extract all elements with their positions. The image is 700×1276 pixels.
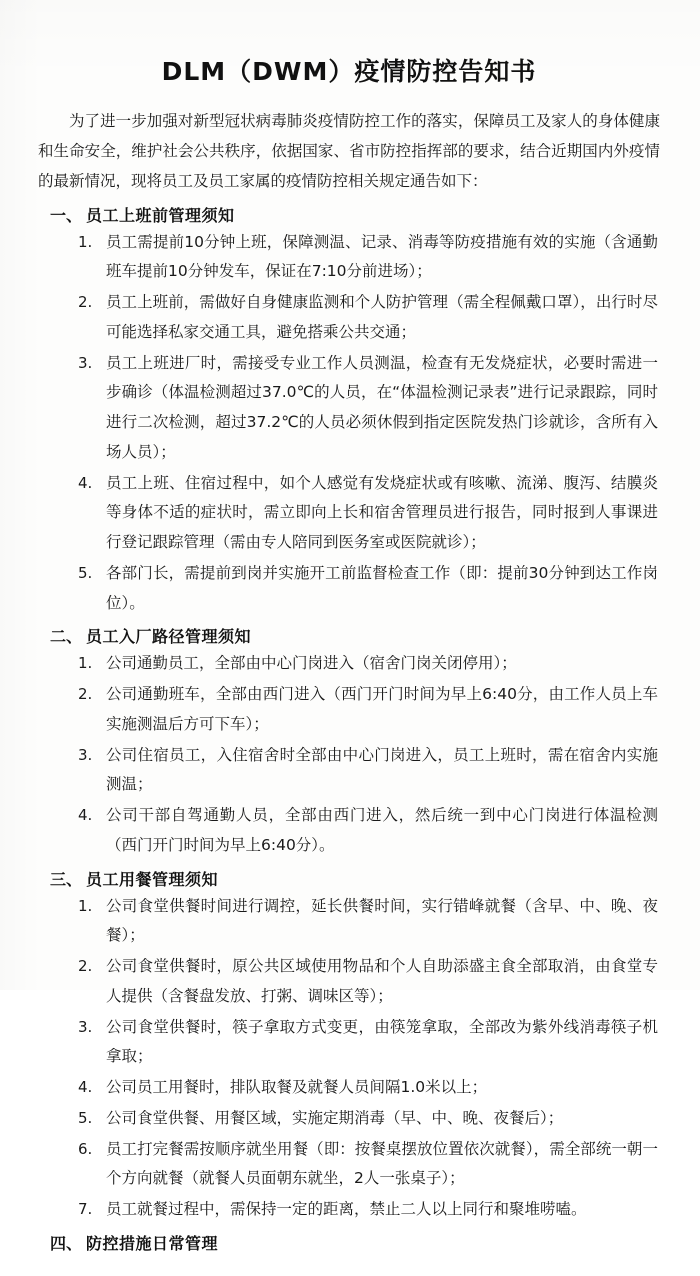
list-item bbox=[34, 649, 664, 679]
section-4-number: 四、 bbox=[50, 1233, 83, 1253]
list-marker: 2. bbox=[78, 293, 93, 312]
list-item-text: 各部门长，需提前到岗并实施开工前监督检查工作（即：提前30分钟到达工作岗位）。 bbox=[106, 563, 658, 612]
list-item-text: 公司住宿员工，入住宿舍时全部由中心门岗进入，员工上班时，需在宿舍内实施测温； bbox=[106, 745, 658, 794]
section-2-title: 员工入厂路径管理须知 bbox=[86, 627, 252, 647]
intro-paragraph: 为了进一步加强对新型冠状病毒肺炎疫情防控工作的落实，保障员工及家人的身体健康和生命安全，维护社会公共秩序，依据国家、省市防控指挥部的要求，结合近期国内外疫情的最新情况，现将员工及员工家属的疫情防控相关规定通告如下： bbox=[38, 112, 660, 191]
list-item bbox=[34, 741, 664, 801]
section-1-title: 员工上班前管理须知 bbox=[86, 205, 235, 225]
list-item bbox=[34, 680, 664, 740]
list-item-text: 员工上班进厂时，需接受专业工作人员测温，检查有无发烧症状，必要时需进一步确诊（体温检测超过37.0℃的人员，在“体温检测记录表”进行记录跟踪，同时进行二次检测，超过37.2℃的人员必须休假到指定医院发热门诊就诊，含所有入场人员）； bbox=[106, 353, 658, 461]
section-3-heading bbox=[34, 867, 664, 890]
list-marker: 4. bbox=[78, 806, 93, 825]
list-item-text: 公司食堂供餐时，原公共区域使用物品和个人自助添盛主食全部取消，由食堂专人提供（含餐盘发放、打粥、调味区等）； bbox=[106, 957, 658, 1005]
section-2-number: 二、 bbox=[50, 627, 83, 647]
list-marker: 1. bbox=[78, 896, 93, 915]
list-item-text: 公司干部自驾通勤人员，全部由西门进入，然后统一到中心门岗进行体温检测（西门开门时间为早上6:40分）。 bbox=[106, 806, 658, 854]
list-item bbox=[34, 1195, 664, 1225]
list-item-text: 公司员工用餐时，排队取餐及就餐人员间隔1.0米以上； bbox=[106, 1078, 488, 1097]
list-item bbox=[34, 952, 664, 1012]
list-item bbox=[34, 1013, 664, 1073]
section-3-list bbox=[34, 892, 664, 1225]
list-item-text: 员工上班前，需做好自身健康监测和个人防护管理（需全程佩戴口罩），出行时尽可能选择私家交通工具，避免搭乘公共交通； bbox=[106, 293, 658, 341]
list-item-text: 员工打完餐需按顺序就坐用餐（即：按餐桌摆放位置依次就餐），需全部统一朝一个方向就餐（就餐人员面朝东就坐，2人一张桌子）； bbox=[106, 1139, 658, 1188]
list-item-text: 员工就餐过程中，需保持一定的距离，禁止二人以上同行和聚堆唠嗑。 bbox=[106, 1200, 587, 1219]
list-item bbox=[34, 1104, 664, 1134]
list-item-text: 公司通勤班车，全部由西门进入（西门开门时间为早上6:40分，由工作人员上车实施测温后方可下车）； bbox=[106, 685, 658, 733]
list-item bbox=[34, 559, 664, 619]
list-marker: 1. bbox=[78, 232, 93, 251]
section-1-number: 一、 bbox=[50, 205, 83, 225]
list-item-text: 公司食堂供餐时，筷子拿取方式变更，由筷笼拿取，全部改为紫外线消毒筷子机拿取； bbox=[106, 1017, 658, 1066]
section-2-heading bbox=[34, 624, 664, 647]
list-marker: 3. bbox=[78, 353, 93, 372]
section-4-heading bbox=[34, 1231, 664, 1254]
section-4-title: 防控措施日常管理 bbox=[86, 1233, 219, 1253]
list-marker: 3. bbox=[78, 745, 93, 764]
list-item bbox=[34, 1073, 664, 1103]
list-marker: 4. bbox=[78, 1078, 93, 1097]
list-marker: 7. bbox=[78, 1200, 93, 1219]
section-3-title: 员工用餐管理须知 bbox=[86, 869, 219, 889]
list-marker: 2. bbox=[78, 957, 93, 976]
list-item bbox=[34, 288, 664, 348]
section-3 bbox=[34, 867, 664, 1225]
list-item bbox=[34, 892, 664, 952]
list-item bbox=[34, 801, 664, 861]
list-item bbox=[34, 228, 664, 288]
section-2 bbox=[34, 624, 664, 860]
list-marker: 1. bbox=[78, 654, 93, 673]
section-1-list bbox=[34, 228, 664, 619]
section-4 bbox=[34, 1231, 664, 1254]
list-item-text: 员工需提前10分钟上班，保障测温、记录、消毒等防疫措施有效的实施（含通勤班车提前10分钟发车，保证在7:10分前进场）； bbox=[106, 232, 658, 281]
section-2-list bbox=[34, 649, 664, 860]
list-item bbox=[34, 469, 664, 558]
list-item bbox=[34, 349, 664, 468]
list-marker: 4. bbox=[78, 473, 93, 492]
list-marker: 5. bbox=[78, 1108, 93, 1127]
list-marker: 6. bbox=[78, 1139, 93, 1158]
list-item bbox=[34, 1135, 664, 1195]
list-item-text: 公司食堂供餐时间进行调控，延长供餐时间，实行错峰就餐（含早、中、晚、夜餐）； bbox=[106, 896, 658, 945]
list-marker: 2. bbox=[78, 685, 93, 704]
page-title: DLM（DWM）疫情防控告知书 bbox=[161, 57, 537, 86]
list-item-text: 公司通勤员工，全部由中心门岗进入（宿舍门岗关闭停用）； bbox=[106, 654, 517, 673]
section-1-heading bbox=[34, 203, 664, 226]
section-1 bbox=[34, 203, 664, 619]
list-marker: 5. bbox=[78, 563, 93, 582]
page-bottom-space bbox=[34, 1256, 664, 1266]
section-3-number: 三、 bbox=[50, 869, 83, 889]
list-item-text: 员工上班、住宿过程中，如个人感觉有发烧症状或有咳嗽、流涕、腹泻、结膜炎等身体不适的症状时，需立即向上长和宿舍管理员进行报告，同时报到人事课进行登记跟踪管理（需由专人陪同到医务室或医院就诊）； bbox=[106, 473, 658, 552]
list-item-text: 公司食堂供餐、用餐区域，实施定期消毒（早、中、晚、夜餐后）； bbox=[106, 1108, 564, 1127]
list-marker: 3. bbox=[78, 1017, 93, 1036]
